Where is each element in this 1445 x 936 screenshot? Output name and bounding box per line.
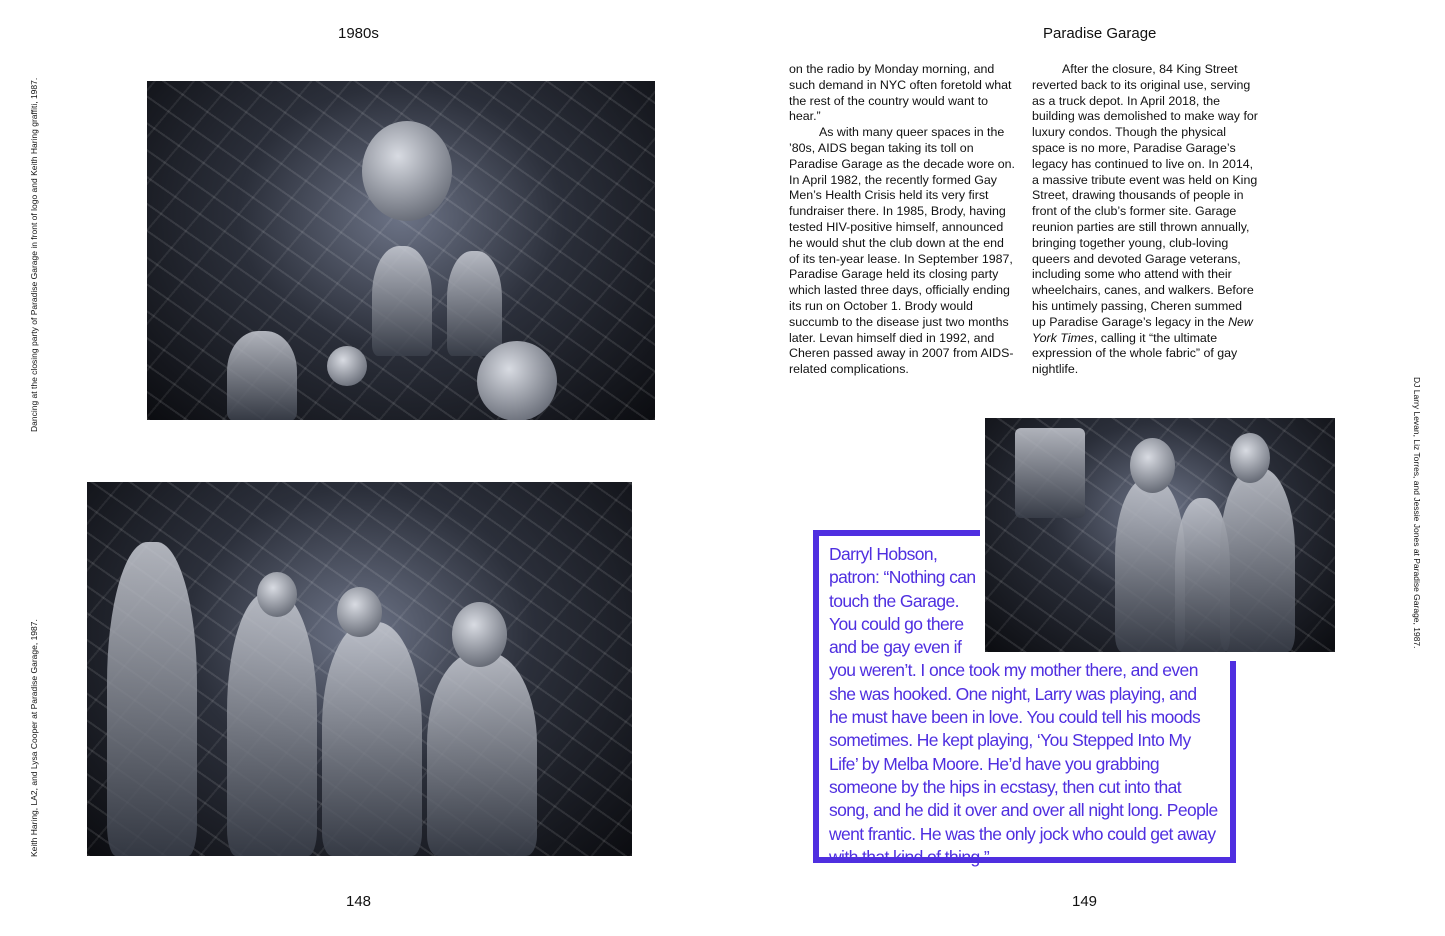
pull-quote-line: patron: “Nothing can xyxy=(829,567,976,588)
running-head-left: 1980s xyxy=(338,25,379,42)
caption-dj-photo: DJ Larry Levan, Liz Torres, and Jessie Jones at Paradise Garage, 1987. xyxy=(1412,377,1422,649)
body-paragraph: As with many queer spaces in the ’80s, AIDS began taking its toll on Paradise Garage as the decade wore on. In April 1982, the recently formed Gay Men’s Health Crisis held its very first fundraiser there. In 1985, Brody, having tested HIV-positive himself, announced he would shut the club down at the end of its ten-year lease. In September 1987, Paradise Garage held its closing party which lasted three days, officially ending its run on October 1. Brody would succumb to the disease just two months later. Levan himself died in 1992, and Cheren passed away in 2007 from AIDS-related complications. xyxy=(789,125,1015,377)
italic-title: New York Times xyxy=(1032,314,1253,345)
body-paragraph: After the closure, 84 King Street reverted back to its original use, serving as a truck depot. In April 2018, the building was demolished to make way for luxury condos. Though the physical space is no more, Paradise Garage’s legacy has continued to live on. In 2014, a massive tribute event was held on King Street, drawing thousands of people in front of the club’s former site. Garage reunion parties are still thrown annually, bringing together young, club-loving queers and devoted Garage veterans, including some who attend with their wheelchairs, canes, and walkers. Before his untimely passing, Cheren summed up Paradise Garage’s legacy in the New York Times, calling it “the ultimate expression of the whole fabric” of gay nightlife. xyxy=(1032,62,1258,377)
pull-quote xyxy=(829,543,1219,869)
running-head-right: Paradise Garage xyxy=(1043,25,1157,42)
pull-quote-line: You could go there xyxy=(829,613,964,634)
caption-top-photo: Dancing at the closing party of Paradise Garage in front of logo and Keith Haring graffiti, 1987. xyxy=(29,77,39,432)
photo-keith-haring xyxy=(87,482,632,856)
pull-quote-line: touch the Garage. xyxy=(829,590,959,611)
body-paragraph: on the radio by Monday morning, and such demand in NYC often foretold what the rest of the country would want to hear.” xyxy=(789,62,1012,124)
turntable-equipment xyxy=(1015,428,1085,518)
body-column-1 xyxy=(789,62,1015,378)
pull-quote-body: you weren’t. I once took my mother there, and even she was hooked. One night, Larry was playing, and he must have been in love. You could tell his moods sometimes. He kept playing, ‘You Stepped Into My Life’ by Melba Moore. He’d have you grabbing someone by the hips in ecstasy, then cut into that song, and he did it over and over all night long. People went frantic. He was the only jock who could get away with that kind of thing.” xyxy=(829,660,1218,867)
body-column-2 xyxy=(1032,62,1258,378)
pull-quote-line: and be gay even if xyxy=(829,637,962,658)
photo-closing-party xyxy=(147,81,655,420)
caption-bottom-photo: Keith Haring, LA2, and Lysa Cooper at Paradise Garage, 1987. xyxy=(29,619,39,857)
page-number-left: 148 xyxy=(346,893,372,910)
paradise-garage-logo xyxy=(362,121,452,221)
pull-quote-line: Darryl Hobson, xyxy=(829,544,938,564)
page-number-right: 149 xyxy=(1072,893,1098,910)
